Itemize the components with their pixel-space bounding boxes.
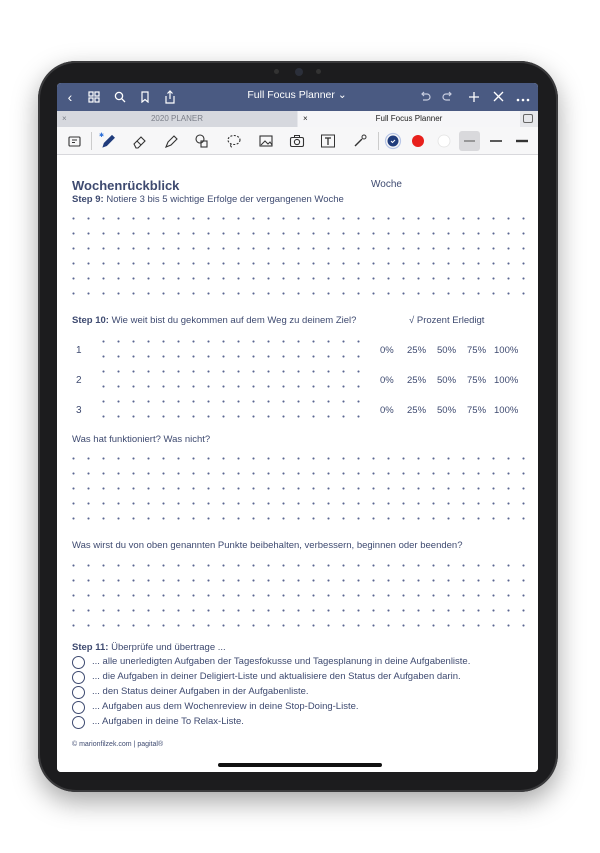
back-chevron-icon[interactable]: ‹ bbox=[67, 89, 73, 105]
question-keep-improve: Was wirst du von oben genannten Punkte beibehalten, verbessern, beginnen oder beenden? bbox=[72, 540, 463, 551]
laser-pointer-icon[interactable] bbox=[351, 132, 369, 150]
percent-done-header: √ Prozent Erledigt bbox=[409, 315, 485, 326]
close-icon[interactable] bbox=[489, 88, 507, 106]
goal-3-pct-0[interactable]: 0% bbox=[380, 405, 394, 416]
thumbnails-grid-icon[interactable] bbox=[85, 88, 103, 106]
goal-3-pct-25[interactable]: 25% bbox=[407, 405, 427, 416]
tab-2020-planer[interactable] bbox=[57, 111, 297, 127]
goal-1-pct-25[interactable]: 25% bbox=[407, 345, 427, 356]
checkbox-item-3[interactable] bbox=[72, 686, 85, 699]
text-icon[interactable] bbox=[319, 132, 337, 150]
eraser-icon[interactable] bbox=[131, 132, 149, 150]
screen bbox=[57, 83, 538, 772]
color-white-swatch[interactable] bbox=[435, 132, 453, 150]
planner-page[interactable] bbox=[57, 156, 538, 772]
toolbar-divider bbox=[378, 132, 379, 150]
shapes-icon[interactable] bbox=[193, 132, 211, 150]
stroke-thick-option[interactable] bbox=[513, 132, 531, 150]
step9-line bbox=[72, 194, 344, 205]
step11-label: Step 11: bbox=[72, 642, 109, 653]
dot-grid-achievements[interactable] bbox=[66, 211, 527, 295]
step10-text: Wie weit bist du gekommen auf dem Weg zu deinem Ziel? bbox=[108, 315, 357, 326]
goal-number: 3 bbox=[76, 405, 82, 416]
document-tabs bbox=[57, 111, 538, 127]
goal-2-dot-line[interactable] bbox=[96, 364, 362, 388]
sensor bbox=[274, 69, 279, 74]
step10-line bbox=[72, 315, 356, 326]
sidebar-toggle-icon[interactable] bbox=[523, 114, 533, 123]
annotation-toolbar bbox=[57, 127, 538, 155]
more-options-icon[interactable] bbox=[514, 88, 532, 106]
checkbox-item-4[interactable] bbox=[72, 701, 85, 714]
goal-1-pct-100[interactable]: 100% bbox=[494, 345, 519, 356]
home-indicator[interactable] bbox=[218, 763, 382, 767]
undo-icon[interactable] bbox=[415, 88, 433, 106]
goal-1-dot-line[interactable] bbox=[96, 334, 362, 358]
color-red-swatch[interactable] bbox=[409, 132, 427, 150]
goal-3-pct-50[interactable]: 50% bbox=[437, 405, 457, 416]
goal-number: 2 bbox=[76, 375, 82, 386]
search-icon[interactable] bbox=[111, 88, 129, 106]
checklist-item-3: ... den Status deiner Aufgaben in der Aufgabenliste. bbox=[92, 686, 309, 697]
svg-text:✱: ✱ bbox=[99, 133, 105, 139]
page-title: Wochenrückblick bbox=[72, 178, 180, 193]
app-navbar bbox=[57, 83, 538, 111]
goal-2-pct-75[interactable]: 75% bbox=[467, 375, 487, 386]
bookmark-icon[interactable] bbox=[136, 88, 154, 106]
dot-grid-keep-improve[interactable] bbox=[66, 558, 527, 638]
close-tab-icon[interactable]: × bbox=[62, 114, 67, 123]
toolbar-divider bbox=[91, 132, 92, 150]
close-tab-icon[interactable]: × bbox=[303, 114, 308, 123]
highlighter-icon[interactable] bbox=[162, 132, 180, 150]
step9-text: Notiere 3 bis 5 wichtige Erfolge der vergangenen Woche bbox=[103, 194, 344, 205]
color-dark-blue-swatch[interactable] bbox=[384, 132, 402, 150]
add-page-icon[interactable] bbox=[465, 88, 483, 106]
goal-1-pct-50[interactable]: 50% bbox=[437, 345, 457, 356]
dot-grid-what-worked[interactable] bbox=[66, 451, 527, 531]
goal-number: 1 bbox=[76, 345, 82, 356]
redo-icon[interactable] bbox=[439, 88, 457, 106]
checklist-item-5: ... Aufgaben in deine To Relax-Liste. bbox=[92, 716, 244, 727]
checklist-item-4: ... Aufgaben aus dem Wochenreview in deine Stop-Doing-Liste. bbox=[92, 701, 359, 712]
checklist-item-2: ... die Aufgaben in deiner Deligiert-Liste und aktualisiere den Status der Aufgaben darin. bbox=[92, 671, 461, 682]
checkbox-item-5[interactable] bbox=[72, 716, 85, 729]
tab-full-focus-planner[interactable] bbox=[298, 111, 520, 127]
share-icon[interactable] bbox=[161, 88, 179, 106]
goal-3-pct-75[interactable]: 75% bbox=[467, 405, 487, 416]
goal-1-pct-0[interactable]: 0% bbox=[380, 345, 394, 356]
lasso-icon[interactable] bbox=[225, 132, 243, 150]
document-title[interactable]: Full Focus Planner ⌄ bbox=[247, 89, 347, 101]
pen-icon[interactable] bbox=[99, 132, 117, 150]
step11-line bbox=[72, 642, 226, 653]
checkbox-item-1[interactable] bbox=[72, 656, 85, 669]
question-what-worked: Was hat funktioniert? Was nicht? bbox=[72, 434, 211, 445]
checkbox-item-2[interactable] bbox=[72, 671, 85, 684]
camera-icon[interactable] bbox=[288, 132, 306, 150]
week-label: Woche bbox=[371, 179, 402, 190]
checklist-item-1: ... alle unerledigten Aufgaben der Tagesfokusse und Tagesplanung in deine Aufgabenliste. bbox=[92, 656, 471, 667]
page-footer-copyright: © marionfilzek.com | pagital® bbox=[72, 741, 164, 748]
goal-3-dot-line[interactable] bbox=[96, 394, 362, 418]
stroke-thin-option[interactable] bbox=[459, 131, 480, 151]
goal-1-pct-75[interactable]: 75% bbox=[467, 345, 487, 356]
step9-label: Step 9: bbox=[72, 194, 104, 205]
goal-2-pct-100[interactable]: 100% bbox=[494, 375, 519, 386]
image-icon[interactable] bbox=[257, 132, 275, 150]
stroke-medium-option[interactable] bbox=[487, 132, 505, 150]
page-icon[interactable] bbox=[66, 132, 84, 150]
goal-2-pct-25[interactable]: 25% bbox=[407, 375, 427, 386]
step10-label: Step 10: bbox=[72, 315, 109, 326]
goal-2-pct-0[interactable]: 0% bbox=[380, 375, 394, 386]
tab-label: 2020 PLANER bbox=[150, 114, 204, 123]
sensor bbox=[316, 69, 321, 74]
front-camera bbox=[295, 68, 303, 76]
goal-2-pct-50[interactable]: 50% bbox=[437, 375, 457, 386]
goal-3-pct-100[interactable]: 100% bbox=[494, 405, 519, 416]
step11-text: Überprüfe und übertrage ... bbox=[108, 642, 226, 653]
tab-label: Full Focus Planner bbox=[375, 114, 443, 123]
